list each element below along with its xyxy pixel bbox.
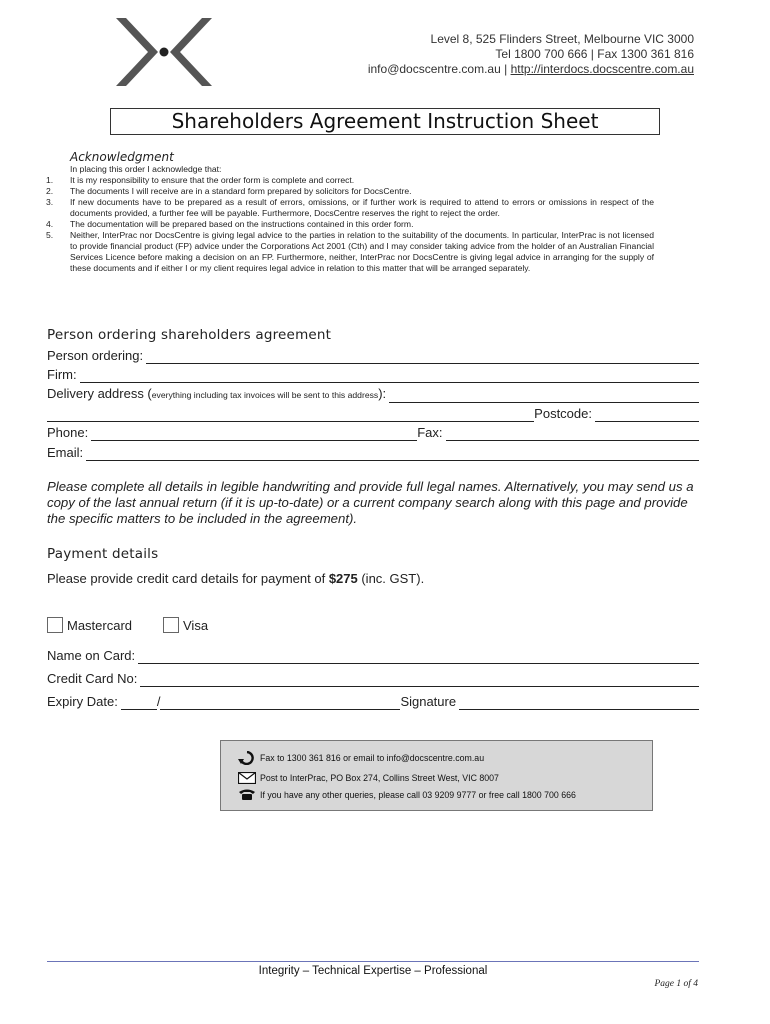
list-number: 5. [46,230,54,240]
fax-input[interactable] [446,428,700,441]
visa-label: Visa [183,618,209,633]
delivery-address-field[interactable] [47,385,699,403]
phone-label: Phone: [47,425,89,440]
payment-amount: $275 [328,571,358,586]
footer-divider [47,961,699,962]
list-text: The documents I will receive are in a standard form prepared by solicitors for DocsCentre. [70,186,412,196]
phone-input[interactable] [91,428,417,441]
email-input[interactable] [86,448,699,461]
postcode-input[interactable] [595,409,699,422]
visa-checkbox[interactable] [163,617,179,633]
person-ordering-field[interactable] [47,346,699,364]
signature-input[interactable] [459,697,699,710]
credit-card-no-input[interactable] [140,674,699,687]
list-item [46,219,654,230]
list-number: 4. [46,219,54,229]
acknowledgment-intro: In placing this order I acknowledge that: [70,164,222,174]
payment-text-after: (inc. GST). [357,571,425,586]
fax-info-row [238,751,484,765]
email-field[interactable] [47,443,699,461]
firm-label: Firm: [47,367,77,382]
fax-arrow-icon [238,751,256,765]
delivery-note: everything including tax invoices will be sent to this address [151,390,379,400]
firm-input[interactable] [80,370,699,383]
website-link[interactable]: http://interdocs.docscentre.com.au [510,62,694,76]
expiry-month-input[interactable] [121,697,157,710]
address-line-2: Tel 1800 700 666 | Fax 1300 361 816 [495,47,694,61]
instruction-text: Please complete all details in legible handwriting and provide full legal names. Alternatively, you may send us a copy of the last annual return (if it is up-to-date) or a current company search along with this page and provide the specific matters to be included in the agreement). [47,479,694,526]
name-on-card-field[interactable] [47,646,699,664]
acknowledgment-heading: Acknowledgment [70,150,174,164]
post-info-text: Post to InterPrac, PO Box 274, Collins Street West, VIC 8007 [260,773,499,783]
list-item [46,175,654,186]
mastercard-checkbox[interactable] [47,617,63,633]
expiry-label: Expiry Date: [47,694,118,709]
credit-card-no-label: Credit Card No: [47,671,138,686]
company-address [368,32,694,77]
page-number: Page 1 of 4 [654,979,698,989]
name-on-card-label: Name on Card: [47,648,136,663]
payment-section-heading: Payment details [47,546,159,562]
fax-info-text: Fax to 1300 361 816 or email to info@docscentre.com.au [260,753,485,763]
list-text: If new documents have to be prepared as a result of errors, omissions, or if further work is required to attend to errors or omissions in respect of the documents provided, a further fee will be payable. Furthermore, DocsCentre reserves the right to reject the order. [70,197,654,218]
expiry-slash: / [156,694,161,709]
delivery-postcode-row[interactable] [47,404,699,422]
delivery-address-input[interactable] [389,390,699,403]
list-number: 1. [46,175,54,185]
email-text: info@docscentre.com.au [367,62,501,76]
list-item [46,230,654,274]
mastercard-label: Mastercard [67,618,133,633]
list-item [46,197,654,219]
address-line-1: Level 8, 525 Flinders Street, Melbourne VIC 3000 [430,32,694,46]
docscentre-logo [112,14,216,90]
phone-info-text: If you have any other queries, please call 03 9209 9777 or free call 1800 700 666 [260,789,576,800]
signature-label: Signature [400,694,457,709]
contact-line [368,62,694,77]
separator: | [500,62,511,76]
firm-field[interactable] [47,365,699,383]
delivery-prefix: Delivery address ( [47,386,152,401]
acknowledgment-list [46,175,654,274]
fax-label: Fax: [417,425,443,440]
person-section-heading: Person ordering shareholders agreement [47,327,332,343]
delivery-address-label [47,386,386,403]
list-item [46,186,654,197]
list-text: It is my responsibility to ensure that the order form is complete and correct. [70,175,355,185]
payment-text-before: Please provide credit card details for payment of [47,571,329,586]
payment-text [47,571,424,586]
phone-info-row [238,788,576,801]
postcode-label: Postcode: [534,406,592,421]
expiry-signature-row[interactable] [47,692,699,710]
expiry-year-input[interactable] [160,697,400,710]
delivery-address-line-2[interactable] [47,409,534,422]
person-ordering-input[interactable] [146,351,699,364]
page-title: Shareholders Agreement Instruction Sheet [110,108,660,135]
telephone-icon [238,788,256,801]
post-info-row [238,772,499,784]
contact-info-box [220,740,653,811]
list-text: Neither, InterPrac nor DocsCentre is giving legal advice to the parties in relation to the suitability of the documents. In particular, InterPrac is not licensed to provide financial product (FP) advice under the Corporations Act 2001 (Cth) and I may consider taking advice from the holder of an Australian Financial Services Licence before making a decision on an FP. Furthermore, neither, InterPrac nor DocsCentre is giving legal advice in arranging for the supply of these documents and if either I or my client requires legal advice in relation to this matter that will be arranged separately. [70,230,654,273]
phone-fax-row[interactable] [47,423,699,441]
delivery-suffix: ): [378,386,387,401]
list-number: 3. [46,197,54,207]
person-ordering-label: Person ordering: [47,348,144,363]
email-label: Email: [47,445,84,460]
name-on-card-input[interactable] [138,651,699,664]
list-number: 2. [46,186,54,196]
list-text: The documentation will be prepared based on the instructions contained in this order form. [70,219,414,229]
envelope-icon [238,772,256,784]
credit-card-no-field[interactable] [47,669,699,687]
footer-tagline: Integrity – Technical Expertise – Professional [258,965,488,977]
